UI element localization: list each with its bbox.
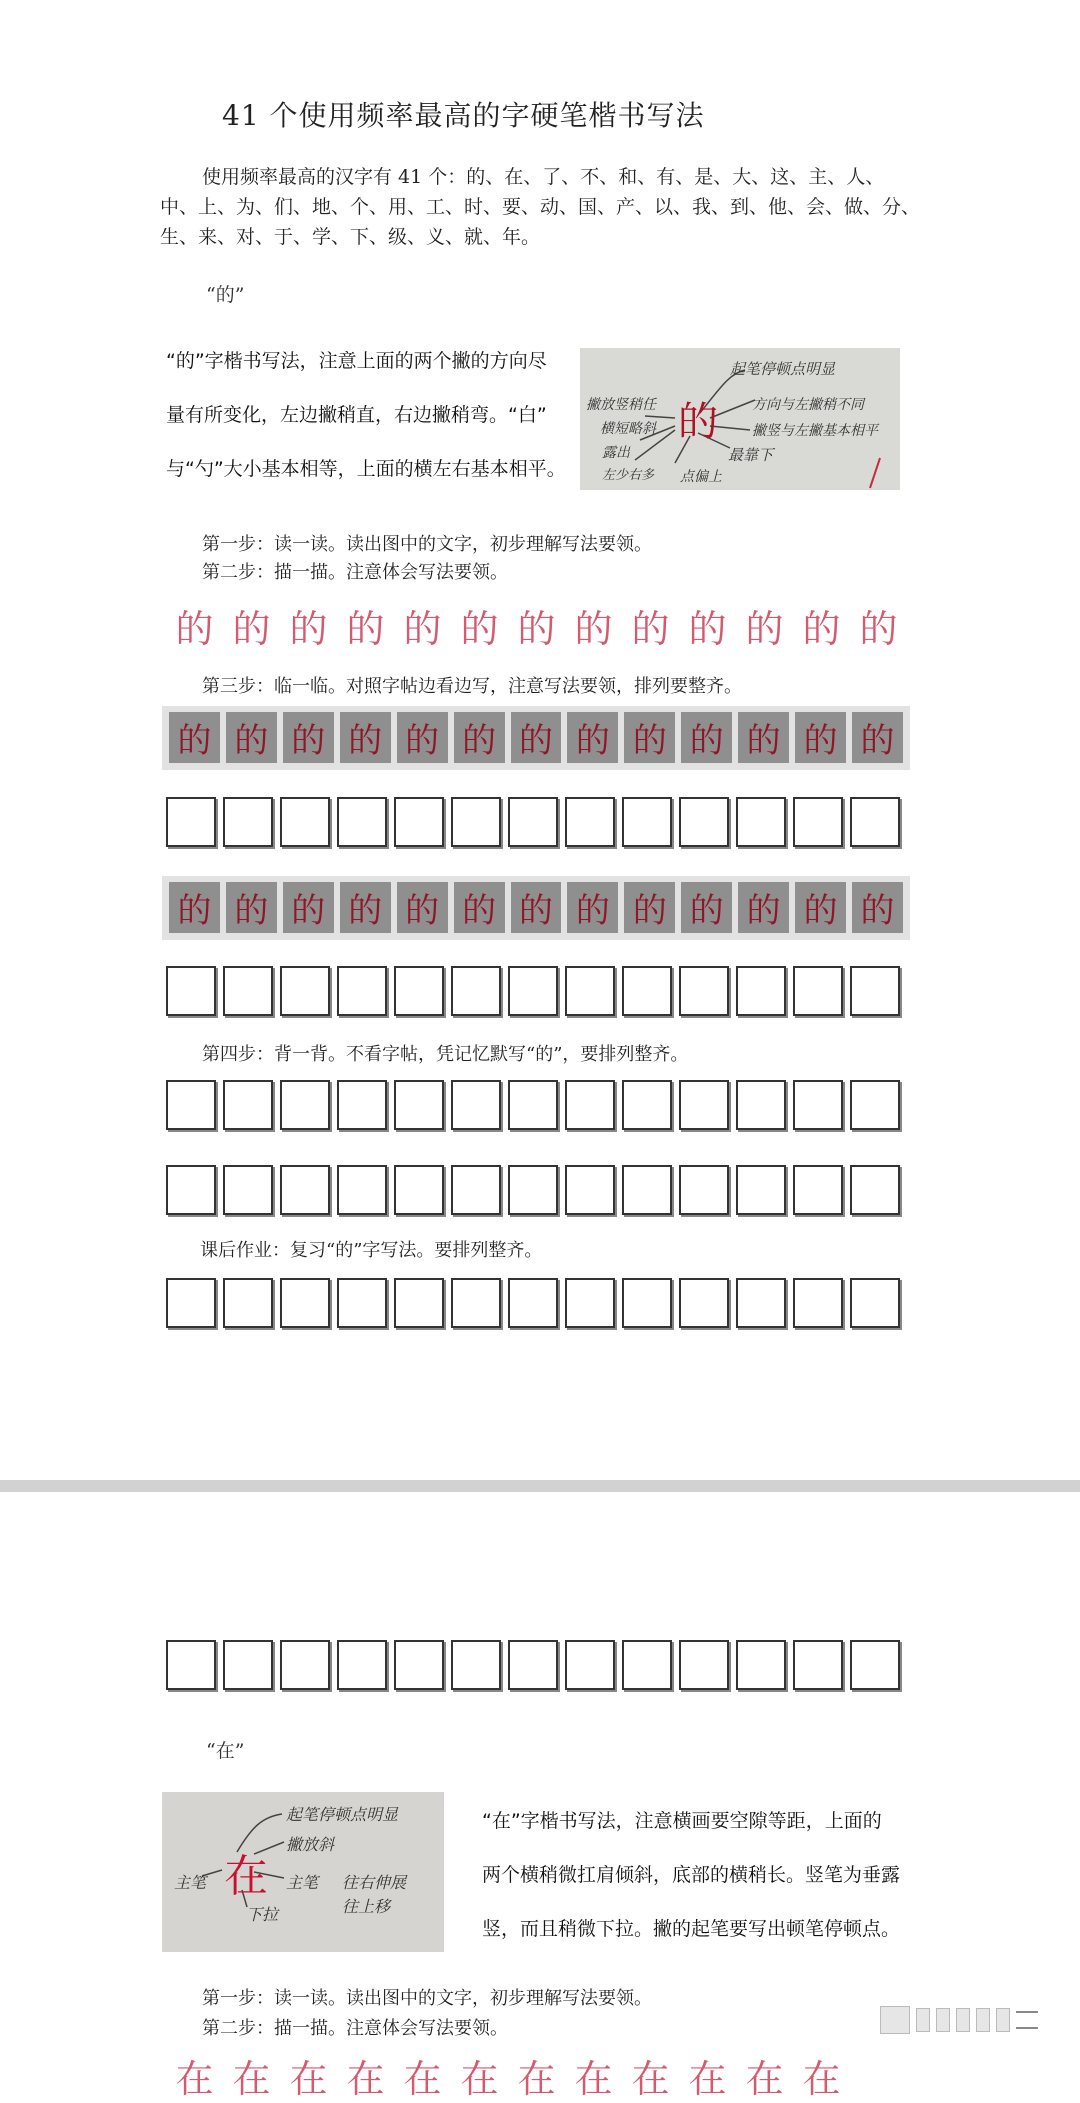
practice-box[interactable]: [793, 966, 843, 1016]
photo-note: 露出: [602, 445, 630, 461]
char2-annotated-photo: [162, 1792, 444, 1952]
practice-box[interactable]: [337, 797, 387, 847]
practice-box[interactable]: [394, 1165, 444, 1215]
char1-step2: 第二步：描一描。注意体会写法要领。: [202, 562, 508, 583]
char1-photo-char: 的: [678, 399, 718, 445]
photo-note: 往右伸展: [342, 1873, 407, 1892]
practice-box[interactable]: [451, 1080, 501, 1130]
practice-box[interactable]: [223, 1640, 273, 1690]
practice-box-row: [166, 1640, 907, 1690]
practice-box[interactable]: [223, 1080, 273, 1130]
practice-box[interactable]: [793, 797, 843, 847]
practice-box[interactable]: [736, 1278, 786, 1328]
practice-box[interactable]: [565, 1278, 615, 1328]
practice-box[interactable]: [622, 1278, 672, 1328]
practice-box[interactable]: [736, 797, 786, 847]
char2-photo-char: 在: [224, 1851, 268, 1902]
trace-char: 的: [802, 607, 841, 651]
char1-homework: 课后作业：复习“的”字写法。要排列整齐。: [200, 1240, 543, 1261]
copy-char: 的: [283, 712, 334, 763]
practice-box[interactable]: [337, 1278, 387, 1328]
practice-box[interactable]: [850, 1080, 900, 1130]
copy-char: 的: [226, 712, 277, 763]
practice-box[interactable]: [337, 1640, 387, 1690]
practice-box-row: [166, 1080, 907, 1130]
practice-box[interactable]: [565, 1165, 615, 1215]
char1-step3: 第三步：临一临。对照字帖边看边写，注意写法要领，排列要整齐。: [202, 676, 742, 697]
practice-box[interactable]: [508, 1165, 558, 1215]
char2-desc-line: “在”字楷书写法，注意横画要空隙等距，上面的: [482, 1810, 882, 1832]
char1-desc-line: “的”字楷书写法，注意上面的两个撇的方向尽: [166, 350, 547, 372]
trace-char: 在: [289, 2057, 328, 2101]
copy-char: 的: [738, 712, 789, 763]
practice-box[interactable]: [166, 1640, 216, 1690]
copy-char: 的: [454, 712, 505, 763]
copy-char: 的: [738, 882, 789, 933]
char2-desc-line: 两个横稍微扛肩倾斜，底部的横稍长。竖笔为垂露: [482, 1864, 901, 1886]
copy-char: 的: [624, 882, 675, 933]
practice-box[interactable]: [679, 1640, 729, 1690]
practice-box[interactable]: [679, 1080, 729, 1130]
copy-char: 的: [567, 882, 618, 933]
photo-note: 下拉: [246, 1905, 279, 1924]
trace-char: 的: [403, 607, 442, 651]
page-title: 41 个使用频率最高的字硬笔楷书写法: [222, 99, 705, 132]
practice-box-row: [166, 966, 907, 1016]
intro-text: 使用频率最高的汉字有 41 个：的、在、了、不、和、有、是、大、这、主、人、中、上、为、们、地、个、用、工、时、要、动、国、产、以、我、到、他、会、做、分、生、来、对、于、学、下、级、义、就、年。: [160, 166, 921, 248]
practice-box[interactable]: [793, 1640, 843, 1690]
char1-desc-line: 量有所变化，左边撇稍直，右边撇稍弯。“白”: [166, 404, 547, 426]
practice-box[interactable]: [223, 966, 273, 1016]
photo-note: 最靠下: [728, 446, 774, 464]
photo-note: 撇竖与左撇基本相平: [752, 423, 878, 439]
image-strip-indicator[interactable]: [880, 2006, 1038, 2034]
practice-box[interactable]: [508, 1640, 558, 1690]
copy-char: 的: [795, 882, 846, 933]
practice-box[interactable]: [280, 797, 330, 847]
photo-note: 横短略斜: [600, 421, 656, 437]
char2-trace-row-partial: [166, 2048, 850, 2101]
copy-char: 的: [226, 882, 277, 933]
practice-box[interactable]: [451, 1640, 501, 1690]
practice-box-row: [166, 1278, 907, 1328]
practice-box[interactable]: [736, 1080, 786, 1130]
practice-box[interactable]: [337, 1080, 387, 1130]
practice-box[interactable]: [736, 966, 786, 1016]
practice-box[interactable]: [394, 797, 444, 847]
char1-annotated-photo: [580, 348, 900, 490]
photo-note: 点偏上: [680, 469, 722, 485]
copy-char: 的: [511, 712, 562, 763]
char2-step1: 第一步：读一读。读出图中的文字，初步理解写法要领。: [202, 1988, 652, 2009]
practice-box[interactable]: [679, 1165, 729, 1215]
trace-char: 的: [289, 607, 328, 651]
practice-box[interactable]: [451, 1278, 501, 1328]
practice-box[interactable]: [451, 797, 501, 847]
practice-box[interactable]: [679, 797, 729, 847]
practice-box[interactable]: [451, 1165, 501, 1215]
practice-box[interactable]: [850, 1640, 900, 1690]
practice-box[interactable]: [508, 1080, 558, 1130]
copy-char: 的: [169, 712, 220, 763]
practice-box[interactable]: [850, 797, 900, 847]
char1-trace-row: [166, 598, 907, 653]
page-divider: [0, 1480, 1080, 1492]
practice-box[interactable]: [280, 1640, 330, 1690]
practice-box[interactable]: [451, 966, 501, 1016]
practice-box[interactable]: [622, 797, 672, 847]
practice-box[interactable]: [850, 966, 900, 1016]
thumb-icon: [880, 2006, 910, 2034]
practice-box-row: [166, 797, 907, 847]
practice-box[interactable]: [565, 1080, 615, 1130]
trace-char: 的: [688, 607, 727, 651]
practice-box[interactable]: [736, 1640, 786, 1690]
photo-note: 撇放竖稍任: [586, 397, 656, 413]
trace-char: 在: [346, 2057, 385, 2101]
practice-box[interactable]: [565, 966, 615, 1016]
practice-box[interactable]: [166, 797, 216, 847]
char2-description: [482, 1806, 922, 1946]
char1-heading: “的”: [206, 284, 245, 306]
trace-char: 在: [460, 2057, 499, 2101]
practice-box[interactable]: [166, 1165, 216, 1215]
copy-char: 的: [511, 882, 562, 933]
trace-char: 的: [175, 607, 214, 651]
trace-char: 在: [574, 2057, 613, 2101]
trace-char: 在: [745, 2057, 784, 2101]
practice-box[interactable]: [508, 1278, 558, 1328]
copy-char: 的: [681, 882, 732, 933]
copy-char: 的: [852, 882, 903, 933]
char1-desc-line: 与“勺”大小基本相等，上面的横左右基本相平。: [166, 458, 566, 480]
practice-box[interactable]: [565, 797, 615, 847]
trace-char: 在: [175, 2057, 214, 2101]
thumb-icon: [956, 2008, 970, 2032]
trace-char: 在: [802, 2057, 841, 2101]
intro-paragraph: [160, 162, 920, 252]
thumb-icon: [916, 2008, 930, 2032]
practice-box[interactable]: [394, 966, 444, 1016]
practice-box[interactable]: [223, 1278, 273, 1328]
practice-box[interactable]: [394, 1278, 444, 1328]
char1-step1: 第一步：读一读。读出图中的文字，初步理解写法要领。: [202, 534, 652, 555]
practice-box[interactable]: [223, 797, 273, 847]
copy-char: 的: [567, 712, 618, 763]
practice-box[interactable]: [508, 966, 558, 1016]
copy-char: 的: [795, 712, 846, 763]
trace-char: 的: [631, 607, 670, 651]
practice-box[interactable]: [166, 1080, 216, 1130]
practice-box[interactable]: [280, 1278, 330, 1328]
trace-char: 的: [346, 607, 385, 651]
practice-box[interactable]: [223, 1165, 273, 1215]
practice-box[interactable]: [622, 1640, 672, 1690]
practice-box[interactable]: [679, 1278, 729, 1328]
photo-note: 左少右多: [602, 468, 655, 483]
practice-box[interactable]: [622, 966, 672, 1016]
practice-box[interactable]: [622, 1165, 672, 1215]
practice-box[interactable]: [166, 1278, 216, 1328]
practice-box[interactable]: [850, 1278, 900, 1328]
trace-char: 在: [688, 2057, 727, 2101]
copy-char: 的: [169, 882, 220, 933]
trace-char: 在: [631, 2057, 670, 2101]
char1-description: [166, 346, 576, 486]
char2-step2: 第二步：描一描。注意体会写法要领。: [202, 2018, 508, 2039]
photo-note: 往上移: [342, 1897, 391, 1916]
practice-box[interactable]: [337, 1165, 387, 1215]
trace-char: 的: [745, 607, 784, 651]
char1-copy-strip: [162, 876, 910, 940]
copy-char: 的: [454, 882, 505, 933]
trace-char: 在: [232, 2057, 271, 2101]
trace-char: 的: [859, 607, 898, 651]
practice-box[interactable]: [394, 1640, 444, 1690]
photo-note: 撇放斜: [286, 1835, 335, 1854]
thumb-icon: [936, 2008, 950, 2032]
copy-char: 的: [340, 712, 391, 763]
trace-char: 的: [460, 607, 499, 651]
menu-icon: [1016, 2011, 1038, 2029]
practice-box-row: [166, 1165, 907, 1215]
copy-char: 的: [624, 712, 675, 763]
copy-char: 的: [397, 712, 448, 763]
thumb-icon: [976, 2008, 990, 2032]
trace-char: 的: [574, 607, 613, 651]
trace-char: 在: [403, 2057, 442, 2101]
practice-box[interactable]: [793, 1080, 843, 1130]
practice-box[interactable]: [280, 966, 330, 1016]
copy-char: 的: [852, 712, 903, 763]
char2-heading: “在”: [206, 1740, 245, 1762]
char1-copy-strip: [162, 706, 910, 770]
trace-char: 的: [232, 607, 271, 651]
practice-box[interactable]: [280, 1165, 330, 1215]
trace-char: 的: [517, 607, 556, 651]
practice-box[interactable]: [280, 1080, 330, 1130]
copy-char: 的: [340, 882, 391, 933]
practice-box[interactable]: [679, 966, 729, 1016]
photo-note: 主笔: [286, 1873, 319, 1892]
practice-box[interactable]: [337, 966, 387, 1016]
photo-note: 起笔停顿点明显: [730, 360, 836, 378]
char2-desc-line: 竖，而且稍微下拉。撇的起笔要写出顿笔停顿点。: [482, 1918, 901, 1940]
practice-box[interactable]: [793, 1165, 843, 1215]
practice-box[interactable]: [736, 1165, 786, 1215]
practice-box[interactable]: [622, 1080, 672, 1130]
practice-box[interactable]: [394, 1080, 444, 1130]
copy-char: 的: [681, 712, 732, 763]
char1-step4: 第四步：背一背。不看字帖，凭记忆默写“的”，要排列整齐。: [202, 1044, 689, 1065]
practice-box[interactable]: [793, 1278, 843, 1328]
trace-char: 在: [517, 2057, 556, 2101]
thumb-icon: [996, 2008, 1010, 2032]
practice-box[interactable]: [850, 1165, 900, 1215]
practice-box[interactable]: [508, 797, 558, 847]
photo-note: 主笔: [174, 1873, 207, 1892]
practice-box[interactable]: [565, 1640, 615, 1690]
photo-note: 起笔停顿点明显: [286, 1805, 399, 1824]
photo-note: 方向与左撇稍不同: [752, 397, 864, 413]
copy-char: 的: [397, 882, 448, 933]
practice-box[interactable]: [166, 966, 216, 1016]
copy-char: 的: [283, 882, 334, 933]
